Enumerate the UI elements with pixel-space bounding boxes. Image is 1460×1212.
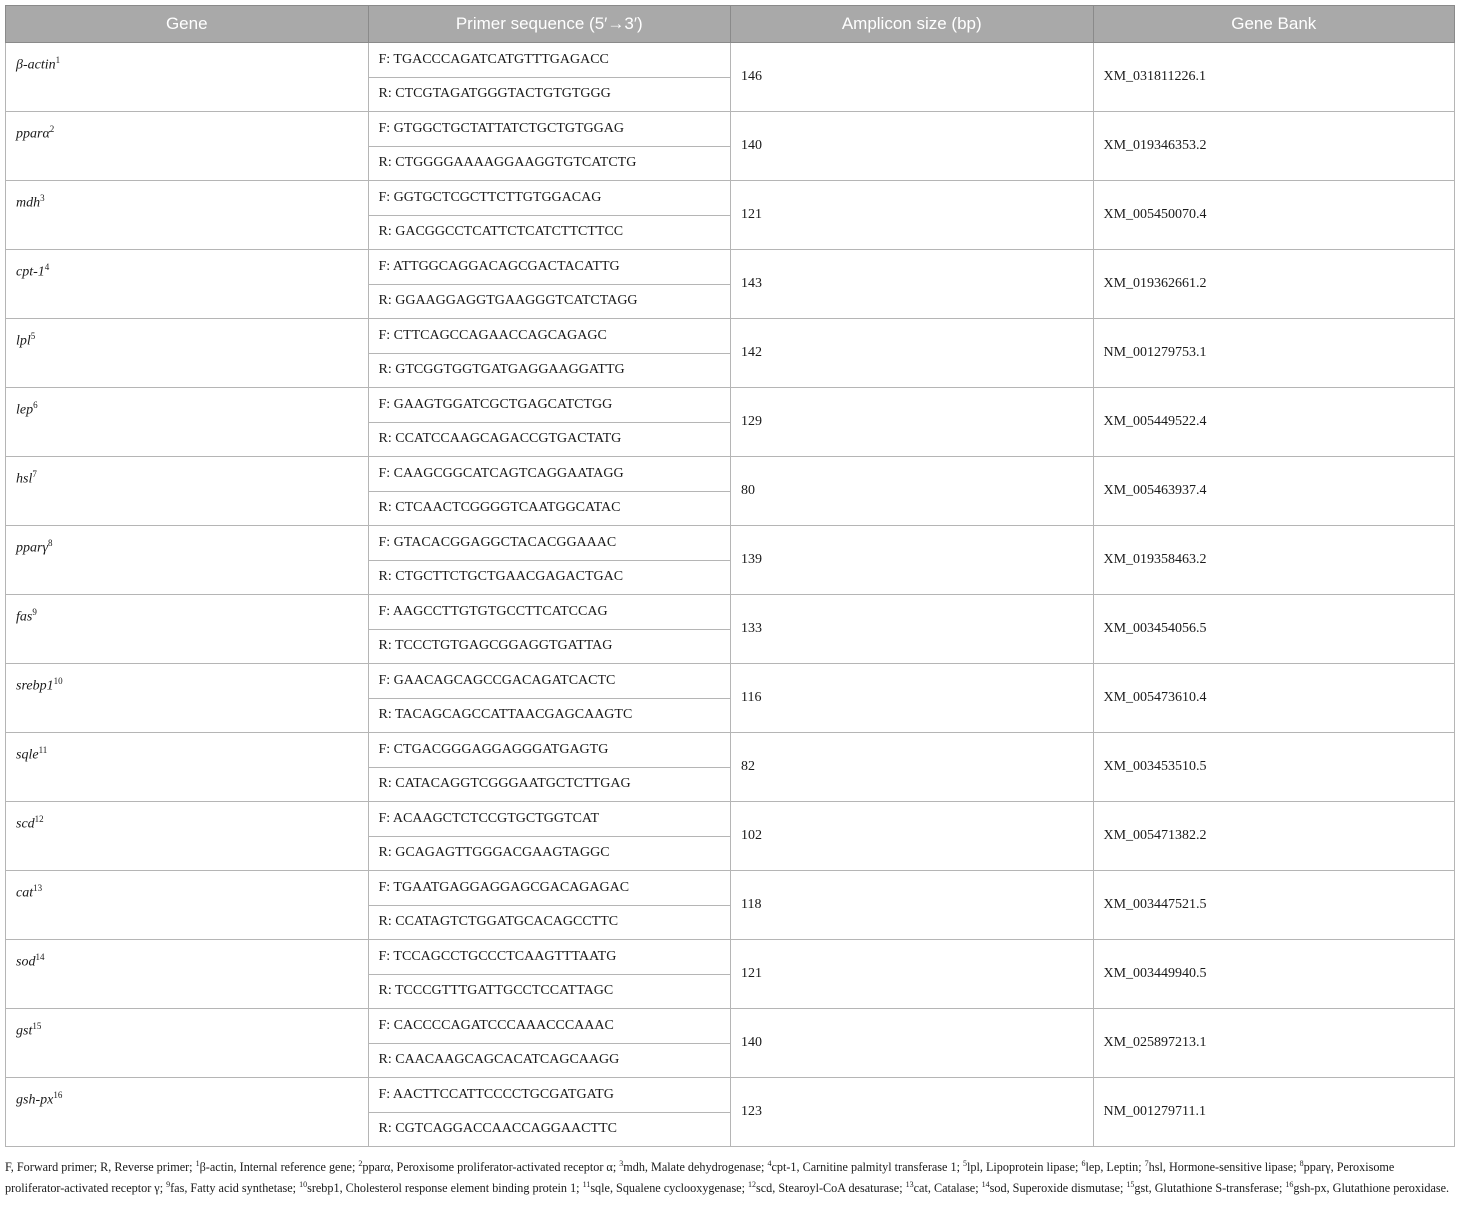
gene-name: cpt-1 (16, 264, 45, 280)
gene-name: pparα (16, 126, 50, 142)
table-row (6, 802, 1455, 837)
forward-primer: F: GGTGCTCGCTTCTTGTGGACAG (368, 181, 731, 216)
header-primer-sequence: Primer sequence (5′→3′) (368, 6, 731, 43)
amplicon-size: 140 (731, 112, 1094, 181)
table-footnote (5, 1155, 1455, 1197)
footnote-text: gst, Glutathione S-transferase; (1134, 1181, 1286, 1196)
footnote-text: pparγ, Peroxisome proliferator-activated receptor γ; (5, 1160, 1395, 1196)
gene-name: hsl (16, 471, 33, 487)
gene-footnote-ref: 5 (30, 331, 36, 341)
amplicon-size: 143 (731, 250, 1094, 319)
forward-primer: F: TGACCCAGATCATGTTTGAGACC (368, 43, 731, 78)
gene-footnote-ref: 4 (44, 262, 50, 272)
gene-cell (6, 664, 369, 733)
forward-primer: F: CTTCAGCCAGAACCAGCAGAGC (368, 319, 731, 354)
reverse-primer: R: TACAGCAGCCATTAACGAGCAAGTC (368, 698, 731, 733)
primer-table-container (5, 5, 1455, 1147)
gene-cell (6, 595, 369, 664)
table-row (6, 1009, 1455, 1044)
primer-table (5, 5, 1455, 1147)
table-row (6, 1078, 1455, 1113)
table-header-row (6, 6, 1455, 43)
gene-footnote-ref: 6 (33, 400, 38, 410)
gene-name: fas (16, 609, 33, 625)
gene-footnote-ref: 14 (35, 952, 45, 962)
gene-footnote-ref: 8 (47, 538, 53, 548)
gene-bank-accession: NM_001279711.1 (1093, 1078, 1455, 1147)
table-row (6, 112, 1455, 147)
reverse-primer: R: GACGGCCTCATTCTCATCTTCTTCC (368, 215, 731, 250)
amplicon-size: 133 (731, 595, 1094, 664)
reverse-primer: R: CCATCCAAGCAGACCGTGACTATG (368, 422, 731, 457)
amplicon-size: 82 (731, 733, 1094, 802)
gene-name: srebp1 (16, 678, 54, 694)
gene-cell (6, 1009, 369, 1078)
reverse-primer: R: CTGGGGAAAAGGAAGGTGTCATCTG (368, 146, 731, 181)
footnote-ref: 3 (619, 1159, 624, 1168)
gene-name: scd (16, 816, 35, 832)
amplicon-size: 129 (731, 388, 1094, 457)
footnote-text: gsh-px, Glutathione peroxidase. (1293, 1181, 1450, 1196)
table-row (6, 940, 1455, 975)
gene-cell (6, 526, 369, 595)
header-gene-bank: Gene Bank (1093, 6, 1455, 43)
footnote-ref: 12 (748, 1180, 757, 1190)
footnote-text: sod, Superoxide dismutase; (989, 1181, 1127, 1196)
footnote-ref: 8 (1299, 1159, 1304, 1168)
forward-primer: F: GTACACGGAGGCTACACGGAAAC (368, 526, 731, 561)
footnote-ref: 6 (1081, 1159, 1086, 1168)
gene-cell (6, 733, 369, 802)
gene-footnote-ref: 7 (32, 469, 37, 479)
forward-primer: F: GAAGTGGATCGCTGAGCATCTGG (368, 388, 731, 423)
gene-cell (6, 181, 369, 250)
footnote-ref: 13 (905, 1180, 914, 1190)
footnote-text: srebp1, Cholesterol response element binding protein 1; (307, 1181, 583, 1196)
amplicon-size: 123 (731, 1078, 1094, 1147)
gene-bank-accession: XM_005450070.4 (1093, 181, 1455, 250)
table-row (6, 733, 1455, 768)
reverse-primer: R: GCAGAGTTGGGACGAAGTAGGC (368, 836, 731, 871)
gene-bank-accession: XM_005463937.4 (1093, 457, 1455, 526)
footnote-text: sqle, Squalene cyclooxygenase; (590, 1181, 749, 1196)
gene-footnote-ref: 10 (53, 676, 63, 686)
gene-cell (6, 802, 369, 871)
forward-primer: F: CTGACGGGAGGAGGGATGAGTG (368, 733, 731, 768)
reverse-primer: R: GTCGGTGGTGATGAGGAAGGATTG (368, 353, 731, 388)
gene-cell (6, 940, 369, 1009)
forward-primer: F: CACCCCAGATCCCAAACCCAAAC (368, 1009, 731, 1044)
table-row (6, 319, 1455, 354)
forward-primer: F: AACTTCCATTCCCCTGCGATGATG (368, 1078, 731, 1113)
gene-footnote-ref: 1 (55, 55, 61, 65)
footnote-text: scd, Stearoyl-CoA desaturase; (756, 1181, 906, 1196)
table-row (6, 181, 1455, 216)
forward-primer: F: AAGCCTTGTGTGCCTTCATCCAG (368, 595, 731, 630)
forward-primer: F: CAAGCGGCATCAGTCAGGAATAGG (368, 457, 731, 492)
gene-cell (6, 250, 369, 319)
reverse-primer: R: CGTCAGGACCAACCAGGAACTTC (368, 1112, 731, 1147)
amplicon-size: 116 (731, 664, 1094, 733)
amplicon-size: 102 (731, 802, 1094, 871)
table-row (6, 43, 1455, 78)
amplicon-size: 140 (731, 1009, 1094, 1078)
table-row (6, 526, 1455, 561)
table-row (6, 871, 1455, 906)
gene-bank-accession: XM_003449940.5 (1093, 940, 1455, 1009)
table-body (6, 43, 1455, 1147)
amplicon-size: 121 (731, 181, 1094, 250)
gene-bank-accession: XM_003453510.5 (1093, 733, 1455, 802)
footnote-ref: 9 (166, 1180, 171, 1190)
gene-cell (6, 388, 369, 457)
gene-cell (6, 1078, 369, 1147)
forward-primer: F: TCCAGCCTGCCCTCAAGTTTAATG (368, 940, 731, 975)
footnote-ref: 16 (1285, 1180, 1294, 1190)
header-gene: Gene (6, 6, 369, 43)
footnote-text: hsl, Hormone-sensitive lipase; (1148, 1160, 1300, 1175)
amplicon-size: 121 (731, 940, 1094, 1009)
gene-footnote-ref: 3 (40, 193, 45, 203)
header-amplicon-size: Amplicon size (bp) (731, 6, 1094, 43)
gene-cell (6, 871, 369, 940)
table-row (6, 388, 1455, 423)
amplicon-size: 146 (731, 43, 1094, 112)
gene-name: cat (16, 885, 34, 901)
gene-name: gst (16, 1023, 33, 1039)
reverse-primer: R: CCATAGTCTGGATGCACAGCCTTC (368, 905, 731, 940)
footnote-ref: 15 (1126, 1180, 1135, 1190)
gene-footnote-ref: 13 (33, 883, 43, 893)
footnote-text: β-actin, Internal reference gene; (199, 1160, 359, 1175)
gene-bank-accession: XM_005449522.4 (1093, 388, 1455, 457)
gene-name: lep (16, 402, 34, 418)
reverse-primer: R: CATACAGGTCGGGAATGCTCTTGAG (368, 767, 731, 802)
footnote-ref: 11 (582, 1180, 591, 1190)
footnote-ref: 1 (195, 1159, 200, 1168)
reverse-primer: R: GGAAGGAGGTGAAGGGTCATCTAGG (368, 284, 731, 319)
table-row (6, 250, 1455, 285)
gene-footnote-ref: 9 (32, 607, 37, 617)
footnote-ref: 7 (1144, 1159, 1149, 1168)
reverse-primer: R: CAACAAGCAGCACATCAGCAAGG (368, 1043, 731, 1078)
gene-bank-accession: NM_001279753.1 (1093, 319, 1455, 388)
reverse-primer: R: CTGCTTCTGCTGAACGAGACTGAC (368, 560, 731, 595)
footnote-ref: 5 (963, 1159, 968, 1168)
gene-name: sqle (16, 747, 39, 763)
gene-cell (6, 43, 369, 112)
gene-cell (6, 457, 369, 526)
gene-name: pparγ (16, 540, 48, 556)
footnote-text: lpl, Lipoprotein lipase; (967, 1160, 1082, 1175)
footnote-ref: 4 (767, 1159, 772, 1168)
footnote-ref: 14 (981, 1180, 990, 1190)
gene-cell (6, 112, 369, 181)
gene-bank-accession: XM_019358463.2 (1093, 526, 1455, 595)
gene-bank-accession: XM_019362661.2 (1093, 250, 1455, 319)
forward-primer: F: ATTGGCAGGACAGCGACTACATTG (368, 250, 731, 285)
gene-bank-accession: XM_005473610.4 (1093, 664, 1455, 733)
gene-footnote-ref: 16 (53, 1090, 63, 1100)
gene-footnote-ref: 15 (32, 1021, 42, 1031)
table-row (6, 595, 1455, 630)
forward-primer: F: GAACAGCAGCCGACAGATCACTC (368, 664, 731, 699)
reverse-primer: R: CTCAACTCGGGGTCAATGGCATAC (368, 491, 731, 526)
gene-bank-accession: XM_003447521.5 (1093, 871, 1455, 940)
table-row (6, 664, 1455, 699)
footnote-ref: 2 (358, 1159, 363, 1168)
gene-name: sod (16, 954, 36, 970)
footnote-text: pparα, Peroxisome proliferator-activated receptor α; (362, 1160, 620, 1175)
footnote-text: cat, Catalase; (913, 1181, 982, 1196)
forward-primer: F: GTGGCTGCTATTATCTGCTGTGGAG (368, 112, 731, 147)
table-row (6, 457, 1455, 492)
footnote-text: fas, Fatty acid synthetase; (170, 1181, 300, 1196)
reverse-primer: R: TCCCGTTTGATTGCCTCCATTAGC (368, 974, 731, 1009)
footnote-text: F, Forward primer; R, Reverse primer; (5, 1160, 196, 1175)
gene-footnote-ref: 12 (34, 814, 44, 824)
gene-bank-accession: XM_025897213.1 (1093, 1009, 1455, 1078)
gene-cell (6, 319, 369, 388)
forward-primer: F: TGAATGAGGAGGAGCGACAGAGAC (368, 871, 731, 906)
amplicon-size: 80 (731, 457, 1094, 526)
footnote-text: mdh, Malate dehydrogenase; (623, 1160, 768, 1175)
gene-name: gsh-px (16, 1092, 54, 1108)
gene-bank-accession: XM_019346353.2 (1093, 112, 1455, 181)
amplicon-size: 139 (731, 526, 1094, 595)
gene-name: β-actin (16, 57, 56, 73)
forward-primer: F: ACAAGCTCTCCGTGCTGGTCAT (368, 802, 731, 837)
gene-bank-accession: XM_031811226.1 (1093, 43, 1455, 112)
footnote-text: lep, Leptin; (1085, 1160, 1145, 1175)
gene-footnote-ref: 11 (38, 745, 48, 755)
footnote-text: cpt-1, Carnitine palmityl transferase 1; (771, 1160, 964, 1175)
footnote-ref: 10 (299, 1180, 308, 1190)
gene-bank-accession: XM_005471382.2 (1093, 802, 1455, 871)
reverse-primer: R: CTCGTAGATGGGTACTGTGTGGG (368, 77, 731, 112)
gene-name: mdh (16, 195, 41, 211)
gene-name: lpl (16, 333, 31, 349)
amplicon-size: 142 (731, 319, 1094, 388)
gene-footnote-ref: 2 (49, 124, 55, 134)
gene-bank-accession: XM_003454056.5 (1093, 595, 1455, 664)
amplicon-size: 118 (731, 871, 1094, 940)
reverse-primer: R: TCCCTGTGAGCGGAGGTGATTAG (368, 629, 731, 664)
